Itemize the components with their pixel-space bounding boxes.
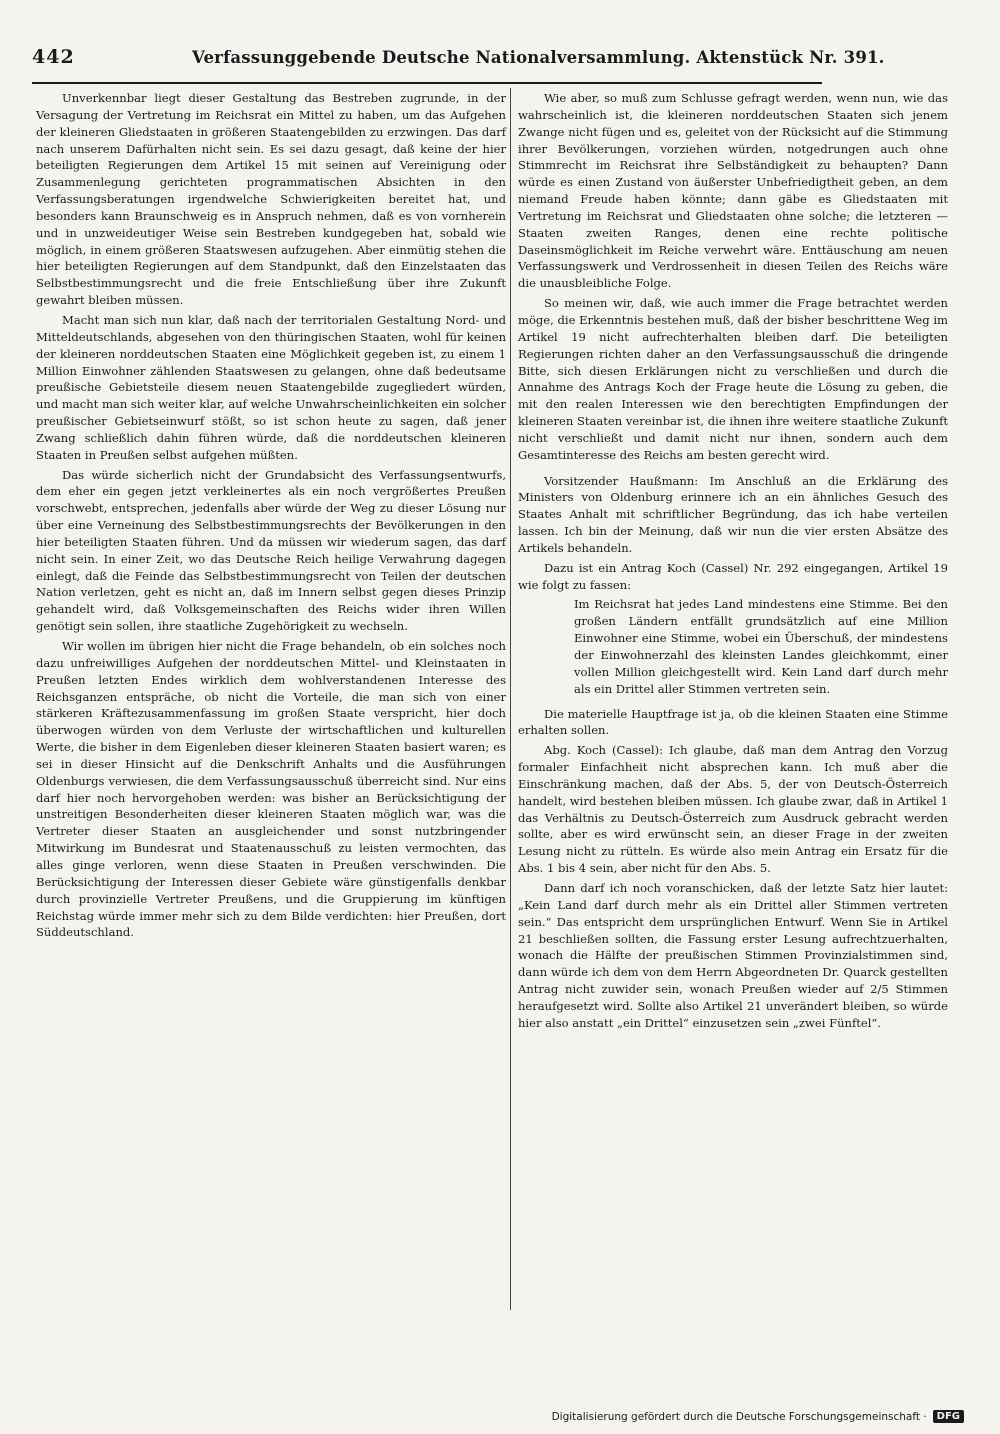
left-column	[36, 90, 506, 941]
paragraph: So meinen wir, daß, wie auch immer die Frage betrachtet werden möge, die Erkenntnis bestehen muß, daß der bisher beschrittene Weg im Artikel 19 nicht aufrechterhalten bleiben darf. Die beteiligten Regierungen richten daher an den Verfassungsausschuß die dringende Bitte, sich diesen Erklärungen nicht zu verschließen und durch die Annahme des Antrags Koch der Frage heute die Lösung zu geben, die mit den realen Interessen wie den berechtigten Empfindungen der kleineren Staaten vereinbar ist, die ihnen ihre weitere staatliche Zukunft nicht verschließt und damit nicht nur ihnen, sondern auch dem Gesamtinteresse des Reichs am besten gerecht wird.	[518, 296, 948, 462]
paragraph: Unverkennbar liegt dieser Gestaltung das Bestreben zugrunde, in der Versagung der Vertretung im Reichsrat ein Mittel zu haben, um das Aufgehen der kleineren Gliedstaaten in größeren Staatengebilden zu erzwingen. Das darf nach unserem Dafürhalten nicht sein. Es sei dazu gesagt, daß keine der hier beteiligten Regierungen dem Artikel 15 mit seinen auf Vereinigung oder Zusammenlegung gerichteten programmatischen Absichten in den Verfassungsberatungen irgendwelche Schwierigkeiten bereitet hat, und besonders kann Braunschweig es in Anspruch nehmen, daß es von vornherein und in unzweideutiger Weise sein Bestreben kundgegeben hat, sobald wie möglich, in einem größeren Staatswesen aufzugehen. Aber einmütig stehen die hier beteiligten Regierungen auf dem Standpunkt, daß den Einzelstaaten das Selbstbestimmungsrecht und die freie Entschließung über ihre Zukunft gewahrt bleiben müssen.	[36, 91, 506, 308]
dfg-logo: DFG	[933, 1410, 964, 1423]
paragraph: Wir wollen im übrigen hier nicht die Frage behandeln, ob ein solches noch dazu unfreiwilliges Aufgehen der norddeutschen Mittel- und Kleinstaaten in Preußen letzten Endes wirklich dem wohlverstandenen Interesse des Reichsganzen entspräche, ob nicht die Vorteile, die man sich von einer stärkeren Kräftezusammenfassung im großen Staate verspricht, hier doch überwogen würden von dem Verluste der wirtschaftlichen und kulturellen Werte, die bisher in dem Eigenleben dieser kleineren Staaten basiert waren; es sei in dieser Hinsicht auf die Denkschrift Anhalts und die Ausführungen Oldenburgs verwiesen, die dem Verfassungsausschuß überreicht sind. Nur eins darf hier noch hervorgehoben werden: was bisher an Berücksichtigung der unstreitigen Besonderheiten dieser kleineren Staaten möglich war, was die Vertreter dieser Staaten an ausgleichender und sonst nutzbringender Mitwirkung im Bundesrat und Staatenausschuß zu leisten vermochten, das alles ginge verloren, wenn diese Staaten in Preußen verschwinden. Die Berücksichtigung der Interessen dieser Gebiete wäre günstigenfalls denkbar durch provinzielle Vertreter Preußens, und die Gruppierung im künftigen Reichstag würde immer mehr sich zu dem Bilde verdichten: hier Preußen, dort Süddeutschland.	[36, 639, 506, 940]
page-number: 442	[32, 46, 75, 68]
motion-quote: Im Reichsrat hat jedes Land mindestens eine Stimme. Bei den großen Ländern entfällt grundsätzlich auf eine Million Einwohner eine Stimme, wobei ein Überschuß, der mindestens der Einwohnerzahl des kleinsten Landes gleichkommt, einer vollen Million gleichgestellt wird. Kein Land darf durch mehr als ein Drittel aller Stimmen vertreten sein.	[574, 597, 948, 696]
running-head: Verfassunggebende Deutsche Nationalversammlung. Aktenstück Nr. 391.	[192, 48, 885, 67]
speech-chairman: Vorsitzender Haußmann: Im Anschluß an die Erklärung des Ministers von Oldenburg erinnere ich an ein ähnliches Gesuch des Staates Anhalt mit schriftlicher Begründung, das ich habe verteilen lassen. Ich bin der Meinung, daß wir nun die vier ersten Absätze des Artikels behandeln.	[518, 473, 948, 555]
credit-text: Digitalisierung gefördert durch die Deutsche Forschungsgemeinschaft ·	[551, 1410, 927, 1423]
paragraph: Dann darf ich noch voranschicken, daß der letzte Satz hier lautet: „Kein Land darf durch mehr als ein Drittel aller Stimmen vertreten sein.“ Das entspricht dem ursprünglichen Entwurf. Wenn Sie in Artikel 21 beschließen sollten, die Fassung erster Lesung aufrechtzuerhalten, wonach die Hälfte der preußischen Stimmen Provinzialstimmen sind, dann würde ich dem von dem Herrn Abgeordneten Dr. Quarck gestellten Antrag nicht zuwider sein, wonach Preußen wieder auf 2/5 Stimmen heraufgesetzt wird. Sollte also Artikel 21 unverändert bleiben, so würde hier also anstatt „ein Drittel“ einzusetzen sein „zwei Fünftel“.	[518, 880, 948, 1030]
paragraph: Dazu ist ein Antrag Koch (Cassel) Nr. 292 eingegangen, Artikel 19 wie folgt zu fassen:	[518, 560, 948, 592]
paragraph: Macht man sich nun klar, daß nach der territorialen Gestaltung Nord- und Mitteldeutschlands, abgesehen von den thüringischen Staaten, wohl für keinen der kleineren norddeutschen Staaten eine Möglichkeit gegeben ist, zu einem 1 Million Einwohner zählenden Staatswesen zu gelangen, ohne daß bedeutsame preußische Gebietsteile diesem neuen Staatengebilde zugegliedert würden, und macht man sich weiter klar, auf welche Unwahrscheinlichkeiten ein solcher preußischer Gebietseinwurf stößt, so ist schon heute zu sagen, daß jener Zwang schließlich dahin führen würde, daß die norddeutschen kleineren Staaten in Preußen selbst aufgehen müßten.	[36, 312, 506, 462]
paragraph: Wie aber, so muß zum Schlusse gefragt werden, wenn nun, wie das wahrscheinlich ist, die kleineren norddeutschen Staaten sich jenem Zwange nicht fügen und es, geleitet von der Rücksicht auf die Stimmung ihrer Bevölkerungen, vorziehen würden, notgedrungen auch ohne Stimmrecht im Reichsrat ihre Selbständigkeit zu behaupten? Dann würde es einen Zustand von äußerster Unbefriedigtheit geben, an dem niemand Freude haben könnte; dann gäbe es Gliedstaaten mit Vertretung im Reichsrat und Gliedstaaten ohne solche; die letzteren — Staaten zweiten Ranges, denen eine rechte politische Daseinsmöglichkeit im Reiche verwehrt wäre. Enttäuschung am neuen Verfassungswerk und Verdrossenheit in diesen Teilen des Reichs wäre die unausbleibliche Folge.	[518, 91, 948, 291]
speech-koch: Abg. Koch (Cassel): Ich glaube, daß man dem Antrag den Vorzug formaler Einfachheit nicht absprechen kann. Ich muß aber die Einschränkung machen, daß der Abs. 5, der von Deutsch-Österreich handelt, wird bestehen bleiben müssen. Ich glaube zwar, daß in Artikel 1 das Verhältnis zu Deutsch-Österreich zum Ausdruck gebracht werden sollte, aber es wird erwünscht sein, an dieser Frage in der zweiten Lesung nicht zu rütteln. Es würde also mein Antrag ein Ersatz für die Abs. 1 bis 4 sein, aber nicht für den Abs. 5.	[518, 743, 948, 876]
paragraph: Das würde sicherlich nicht der Grundabsicht des Verfassungsentwurfs, dem eher ein gegen jetzt verkleinertes als ein noch vergrößertes Preußen vorschwebt, entsprechen, jedenfalls aber würde der Weg zu dieser Lösung nur über eine Verneinung des Selbstbestimmungsrechts der Bevölkerungen in den hier beteiligten Staaten führen. Und da müssen wir wiederum sagen, das darf nicht sein. In einer Zeit, wo das Deutsche Reich heilige Verwahrung dagegen einlegt, daß die Feinde das Selbstbestimmungsrecht von Teilen der deutschen Nation verletzen, geht es nicht an, daß im Innern selbst gegen dieses Prinzip gehandelt wird, daß Volksgemeinschaften des Reichs wider ihren Willen genötigt sein sollen, ihre staatliche Zugehörigkeit zu wechseln.	[36, 467, 506, 634]
page-header	[32, 44, 885, 84]
column-divider	[510, 88, 511, 1310]
paragraph: Die materielle Hauptfrage ist ja, ob die kleinen Staaten eine Stimme erhalten sollen.	[518, 706, 948, 738]
right-column	[518, 90, 948, 1032]
digitization-credit	[552, 1410, 964, 1423]
